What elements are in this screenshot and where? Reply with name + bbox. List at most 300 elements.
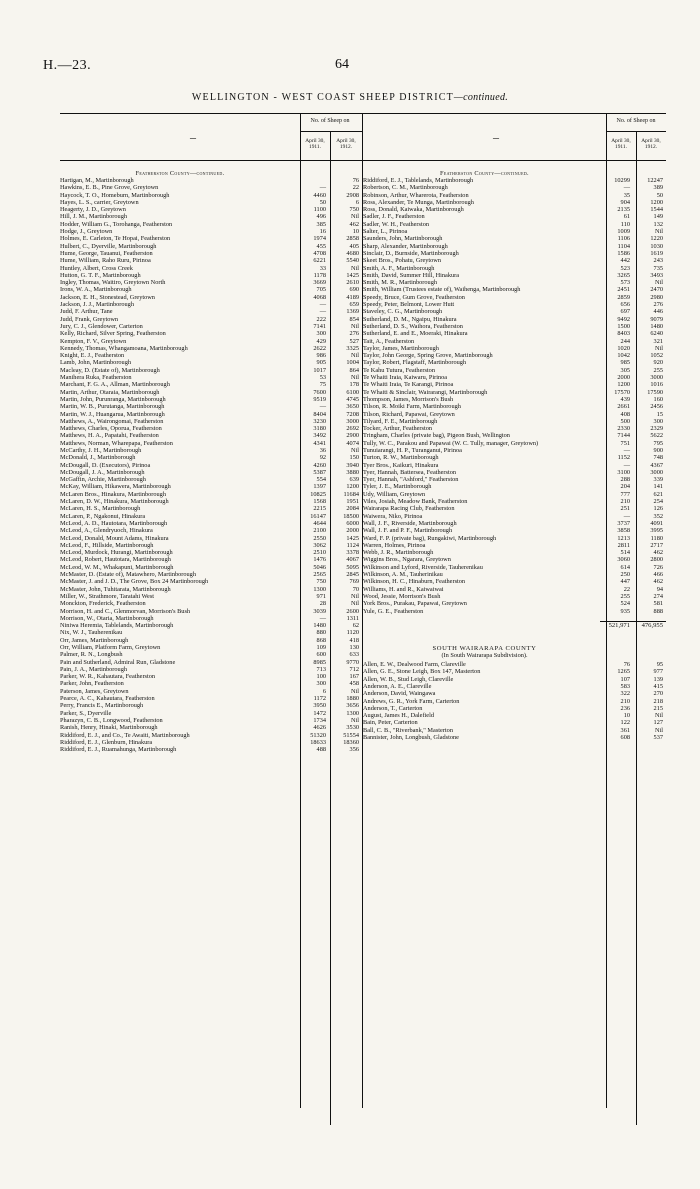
table-row — [363, 535, 666, 542]
table-row — [363, 454, 666, 461]
sheep-1912: 132 — [653, 220, 663, 228]
table-row — [60, 629, 362, 636]
owner-name: Sutherland, E. and E., Moeraki, Hinakura — [363, 330, 468, 338]
sheep-1911: 255 — [620, 592, 630, 600]
owner-name: Matthews, Charles, Oporua, Featherston — [60, 425, 162, 433]
table-row — [60, 608, 362, 615]
owner-name: Wood, Jessie, Morrison's Bush — [363, 592, 441, 600]
right-col2-header: April 30, 1912. — [641, 138, 661, 151]
sheep-1911: 614 — [620, 563, 630, 571]
sheep-1912: 4745 — [346, 395, 359, 403]
sheep-1911: 554 — [316, 476, 326, 484]
table-row — [363, 542, 666, 549]
table-row — [363, 661, 666, 668]
owner-name: McGaffin, Archie, Martinborough — [60, 476, 146, 484]
owner-name: Tyler, J. E., Martinborough — [363, 483, 432, 491]
table-row — [363, 243, 666, 250]
sheep-1912: 141 — [653, 483, 663, 491]
sheep-1911: 3230 — [313, 417, 326, 425]
sheep-1911: 905 — [316, 359, 326, 367]
table-row — [363, 690, 666, 697]
sheep-1911: 1974 — [313, 235, 326, 243]
sheep-1911: 986 — [316, 352, 326, 360]
table-row — [363, 676, 666, 683]
sheep-1912: 12247 — [647, 177, 663, 184]
owner-name: Riddiford, E. J., Glenburn, Hinakura — [60, 738, 153, 746]
sheep-1911: 2215 — [313, 505, 326, 513]
owner-name: Hayes, L. S., carrier, Greytown — [60, 198, 139, 206]
sheep-1911: 442 — [620, 257, 630, 265]
sheep-1911: 2565 — [313, 571, 326, 579]
page-number: 64 — [335, 57, 349, 72]
sheep-1911: 1200 — [617, 381, 630, 389]
sheep-1912: 854 — [349, 315, 359, 323]
table-row — [363, 668, 666, 675]
table-row — [363, 199, 666, 206]
sheep-1912: 1200 — [346, 483, 359, 491]
sheep-1912: 76 — [352, 177, 359, 184]
sheep-1911: 2811 — [617, 541, 630, 549]
sheep-1912: 300 — [653, 417, 663, 425]
owner-name: Anderson, A. E., Clareville — [363, 683, 432, 690]
table-row — [60, 746, 362, 753]
owner-name: Sadler, J. F., Featherston — [363, 213, 425, 221]
sheep-1911: 3039 — [313, 607, 326, 615]
sheep-1912: 466 — [653, 571, 663, 579]
table-row — [363, 556, 666, 563]
sheep-1911: 17570 — [614, 388, 630, 396]
owner-name: Smith, M. R., Martinborough — [363, 279, 437, 287]
sheep-1911: 1152 — [617, 454, 630, 462]
left-rows — [60, 177, 362, 753]
table-row — [60, 622, 362, 629]
sheep-1912: 633 — [349, 651, 359, 659]
page-title — [0, 92, 700, 103]
sheep-1912: 750 — [349, 206, 359, 214]
table-row — [60, 447, 362, 454]
sheep-1911: 288 — [620, 476, 630, 484]
owner-name: Monckton, Frederick, Featherston — [60, 600, 146, 608]
owner-name: Saunders, John, Martinborough — [363, 235, 443, 243]
table-row — [60, 535, 362, 542]
sheep-1911: 4460 — [313, 191, 326, 199]
sheep-1912: 1544 — [650, 206, 663, 214]
owner-name: Tyer, Hannah, "Ashford," Featherston — [363, 476, 459, 484]
right-sub-rule — [606, 131, 666, 132]
report-reference: H.—23. — [43, 58, 92, 73]
owner-name: Pain, J. A., Martinborough — [60, 665, 127, 673]
left-column — [60, 170, 362, 753]
table-row — [363, 719, 666, 726]
sheep-1911: — — [319, 614, 326, 622]
owner-name: Pearce, A. C., Kahautara, Featherston — [60, 695, 155, 703]
sheep-1911: 4341 — [313, 439, 326, 447]
owner-name: McCarthy, J. H., Martinborough — [60, 446, 142, 454]
sheep-1911: 904 — [620, 198, 630, 206]
table-row — [363, 345, 666, 352]
sheep-1912: 6000 — [346, 519, 359, 527]
table-row — [60, 527, 362, 534]
owner-name: McLeod, A., Glendryuoch, Hinakura — [60, 527, 153, 535]
table-row — [60, 330, 362, 337]
sheep-1912: 1425 — [346, 534, 359, 542]
sheep-1912: 4189 — [346, 293, 359, 301]
owner-name: Speedy, Bruce, Gum Grove, Featherston — [363, 293, 465, 301]
sheep-1912: 352 — [653, 512, 663, 520]
sheep-1911: 8403 — [617, 330, 630, 338]
owner-name: Williams, H. and R., Kaiwaiwai — [363, 585, 444, 593]
owner-name: Irons, W. A., Martinborough — [60, 286, 132, 294]
sheep-1911: 3100 — [617, 468, 630, 476]
total-1912: 476,955 — [633, 621, 666, 629]
owner-name: Hume, William, Raho Ruru, Pirinoa — [60, 257, 151, 265]
county-subtitle: (In South Wairarapa Subdivision). — [441, 652, 528, 660]
table-row — [363, 323, 666, 330]
sheep-1912: 1004 — [346, 359, 359, 367]
owner-name: Thompson, James, Morrison's Bush — [363, 395, 454, 403]
sheep-1911: — — [623, 512, 630, 520]
owner-name: Kempton, F. V., Greytown — [60, 337, 127, 345]
sheep-1912: 50 — [656, 191, 663, 199]
sheep-1912: 126 — [653, 505, 663, 513]
sheep-1911: 3858 — [617, 527, 630, 535]
sheep-1912: 70 — [352, 585, 359, 593]
sheep-1912: 5095 — [346, 563, 359, 571]
sheep-1912: 769 — [349, 578, 359, 586]
sheep-1912: 167 — [349, 673, 359, 681]
owner-name: Heagerty, J. D., Greytown — [60, 206, 126, 214]
table-row — [363, 712, 666, 719]
table-row — [363, 505, 666, 512]
owner-name: Hutton, G. T. F., Martinborough — [60, 271, 141, 279]
sheep-1911: 935 — [620, 607, 630, 615]
sheep-1911: 496 — [316, 213, 326, 221]
owner-name: McLaren Bros., Hinakura, Martinborough — [60, 490, 166, 498]
sheep-1912: 527 — [349, 337, 359, 345]
sheep-1912: 3995 — [650, 527, 663, 535]
sheep-1911: 7141 — [313, 322, 326, 330]
table-row — [363, 440, 666, 447]
table-row — [363, 734, 666, 741]
sheep-1911: 1300 — [313, 585, 326, 593]
sheep-1911: 2000 — [617, 374, 630, 382]
owner-name: McLaren, H. S., Martinborough — [60, 505, 141, 513]
sheep-1912: 1951 — [346, 498, 359, 506]
sheep-1911: 3669 — [313, 279, 326, 287]
sheep-1912: 4367 — [650, 461, 663, 469]
sheep-1912: 1180 — [650, 534, 663, 542]
owner-name: Tully, W. C., Parakou and Papawai (W. C. Tully, manager, Greytown) — [363, 439, 539, 447]
owner-name: McLeod, Murdock, Hurangi, Martinborough — [60, 549, 173, 557]
owner-name: Hume, George, Tauanui, Featherston — [60, 249, 153, 257]
owner-name: Perry, Francis E., Martinborough — [60, 702, 144, 710]
sheep-1911: 6 — [322, 687, 326, 695]
sheep-1911: 488 — [316, 746, 326, 754]
table-row — [363, 257, 666, 264]
table-row — [60, 659, 362, 666]
table-row — [60, 374, 362, 381]
sheep-1911: 1178 — [313, 271, 326, 279]
owner-name: Paterson, James, Greytown — [60, 687, 129, 695]
owner-name: Hulbert, C., Dyerville, Martinborough — [60, 242, 157, 250]
owner-name: Robinson, Arthur, Wharerota, Featherston — [363, 191, 469, 199]
sheep-1912: Nil — [350, 352, 359, 360]
table-row — [363, 265, 666, 272]
table-row — [60, 695, 362, 702]
table-row — [60, 578, 362, 585]
sheep-1912: 9079 — [650, 315, 663, 323]
sheep-1911: 1100 — [313, 206, 326, 214]
sheep-1911: 514 — [620, 549, 630, 557]
table-row — [363, 683, 666, 690]
owner-name: Wiggins Bros., Ngarara, Greytown — [363, 556, 451, 564]
owner-name: Hill, J. M., Martinborough — [60, 213, 127, 221]
sheep-1912: 2000 — [346, 527, 359, 535]
table-row — [60, 454, 362, 461]
table-row — [363, 491, 666, 498]
sheep-1911: 1265 — [617, 668, 630, 676]
owner-name: Riddiford, E. J., and Co., Te Awaiti, Martinborough — [60, 731, 190, 739]
sheep-1911: 75 — [319, 381, 326, 389]
table-row — [60, 542, 362, 549]
table-row — [363, 411, 666, 418]
sheep-1912: 3493 — [650, 271, 663, 279]
table-row — [363, 272, 666, 279]
owner-name: Martin, John, Purunranga, Martinborough — [60, 395, 166, 403]
sheep-1912: 339 — [653, 476, 663, 484]
sheep-1912: 218 — [653, 697, 663, 705]
table-row — [363, 698, 666, 705]
sheep-1912: 458 — [349, 680, 359, 688]
sheep-1912: 920 — [653, 359, 663, 367]
sheep-1911: 1397 — [313, 483, 326, 491]
sheep-1911: 6221 — [313, 257, 326, 265]
right-rows — [363, 177, 666, 615]
sheep-1912: 17590 — [647, 388, 663, 396]
owner-name: Macleay, D. (Estate of), Martinborough — [60, 366, 160, 374]
owner-name: Anderson, T., Carterton — [363, 704, 423, 712]
sheep-1911: 2100 — [313, 527, 326, 535]
total-1911: 521,971 — [600, 621, 633, 629]
sheep-1912: Nil — [654, 228, 663, 236]
sheep-1911: 322 — [620, 690, 630, 698]
sheep-1911: 1042 — [617, 352, 630, 360]
owner-name: Te Kahu Tutura, Featherston — [363, 366, 435, 374]
county-title: SOUTH WAIRARAPA COUNTY — [432, 645, 537, 653]
sheep-1911: 110 — [620, 220, 630, 228]
sheep-1911: 2330 — [617, 425, 630, 433]
sheep-1911: 251 — [620, 505, 630, 513]
table-header-rule — [60, 160, 666, 161]
owner-name: Staveley, C. G., Martinborough — [363, 308, 443, 316]
table-row — [60, 316, 362, 323]
sheep-1911: 250 — [620, 571, 630, 579]
sheep-1912: 621 — [653, 490, 663, 498]
sheep-1911: 122 — [620, 719, 630, 727]
sheep-1911: 53 — [319, 374, 326, 382]
owner-name: Matthews, H. A., Papatahi, Featherston — [60, 432, 159, 440]
sheep-1912: 3650 — [346, 403, 359, 411]
sheep-1911: 1476 — [313, 556, 326, 564]
sheep-1911: 583 — [620, 683, 630, 690]
sheep-1912: 254 — [653, 498, 663, 506]
table-row — [60, 739, 362, 746]
left-section-heading: Featherston County—continued. — [135, 170, 225, 177]
table-row — [60, 367, 362, 374]
owner-name: Sutherland, D. S., Waihora, Featherston — [363, 322, 463, 330]
table-row — [363, 600, 666, 607]
sheep-1912: 1200 — [650, 198, 663, 206]
owner-name: Ross, Donald, Kaiwaka, Martinborough — [363, 206, 464, 214]
owner-name: Sinclair, D., Burnside, Martinborough — [363, 249, 459, 257]
sheep-1912: Nil — [654, 726, 663, 734]
table-row — [363, 520, 666, 527]
sheep-1912: Nil — [654, 344, 663, 352]
owner-name: Morrison, H. and C., Glenmorvan, Morrison's Bush — [60, 607, 191, 615]
table-row — [60, 389, 362, 396]
sheep-1912: 3000 — [650, 374, 663, 382]
sheep-1911: 33 — [319, 264, 326, 272]
table-row — [60, 651, 362, 658]
sheep-1911: 1017 — [313, 366, 326, 374]
owner-name: Wairarapa Racing Club, Featherston — [363, 505, 455, 513]
sheep-1911: 4644 — [313, 519, 326, 527]
table-row — [60, 440, 362, 447]
sheep-1912: 1052 — [650, 352, 663, 360]
owner-name: Yule, G. E., Featherston — [363, 607, 424, 615]
sheep-1911: 2550 — [313, 534, 326, 542]
owner-name: McMaster, J. and J. D., The Grove, Box 24 Martinborough — [60, 578, 209, 586]
table-row — [363, 359, 666, 366]
table-row — [60, 556, 362, 563]
sheep-1911: 18633 — [310, 738, 326, 746]
sheep-1912: 418 — [349, 636, 359, 644]
table-row — [363, 418, 666, 425]
sheep-1912: 2470 — [650, 286, 663, 294]
sheep-1912: 274 — [653, 592, 663, 600]
sheep-1911: 385 — [316, 220, 326, 228]
sheep-1912: 139 — [653, 675, 663, 683]
table-row — [363, 564, 666, 571]
table-row — [60, 206, 362, 213]
owner-name: Andrews, G. R., York Farm, Carterton — [363, 697, 460, 705]
owner-name: Tait, A., Featherston — [363, 337, 415, 345]
owner-name: Parker, John, Featherston — [60, 680, 124, 688]
sheep-1911: 210 — [620, 697, 630, 705]
sheep-1911: 985 — [620, 359, 630, 367]
sheep-1911: 244 — [620, 337, 630, 345]
sheep-1911: 2510 — [313, 549, 326, 557]
table-row — [60, 228, 362, 235]
sheep-1911: 3737 — [617, 519, 630, 527]
table-row — [60, 586, 362, 593]
table-row — [363, 367, 666, 374]
sheep-1911: 16147 — [310, 512, 326, 520]
table-row — [60, 338, 362, 345]
table-row — [60, 411, 362, 418]
table-row — [60, 235, 362, 242]
owner-name: McLeod, F., Hillside, Martinborough — [60, 541, 154, 549]
sheep-1912: 1030 — [650, 242, 663, 250]
sheep-1912: 405 — [349, 242, 359, 250]
owner-name: Anderson, David, Waingawa — [363, 690, 436, 698]
table-row — [363, 206, 666, 213]
sheep-1912: 2329 — [650, 425, 663, 433]
owner-name: Jackson, J. J., Martinborough — [60, 301, 134, 309]
owner-name: Wilkinson, H. C., Hinaburn, Featherston — [363, 578, 466, 586]
owner-name: Tyer Bros., Kaikuri, Hinakura — [363, 461, 439, 469]
owner-name: Hawkins, E. B., Pine Grove, Greytown — [60, 184, 159, 192]
table-row — [60, 549, 362, 556]
owner-name: Ward, F. P. (private bag), Rungakiwi, Martinborough — [363, 534, 497, 542]
owner-name: Hodge, J., Greytown — [60, 228, 113, 236]
table-row — [60, 323, 362, 330]
sheep-1911: — — [623, 446, 630, 454]
sheep-1911: 10299 — [614, 177, 630, 184]
sheep-1912: 639 — [349, 476, 359, 484]
owner-name: McLaren, D. W., Hinakura, Martinborough — [60, 498, 169, 506]
sheep-1912: 1480 — [650, 322, 663, 330]
owner-name: McKay, William, Hikawera, Martinborough — [60, 483, 171, 491]
table-row — [363, 381, 666, 388]
table-row — [363, 608, 666, 615]
sheep-1912: 795 — [653, 439, 663, 447]
owner-name: Webb, J. R., Martinborough — [363, 549, 434, 557]
owner-name: Wall, J. F. and P. F., Martinborough — [363, 527, 453, 535]
table-row — [363, 374, 666, 381]
sheep-1911: 447 — [620, 578, 630, 586]
owner-name: Niniwa Heremia, Tablelands, Martinborough — [60, 622, 174, 630]
sheep-1911: 2451 — [617, 286, 630, 294]
owner-name: Ball, C. B., "Riverbank," Masterton — [363, 726, 453, 734]
owner-name: McLaren, P., Ngakonui, Hinakura — [60, 512, 146, 520]
table-row — [363, 425, 666, 432]
owner-name: August, James H., Dalefield — [363, 712, 434, 720]
table-row — [60, 301, 362, 308]
owner-name: Hartigan, M., Martinborough — [60, 177, 134, 184]
sheep-1912: 1619 — [650, 249, 663, 257]
sheep-1911: 5046 — [313, 563, 326, 571]
owner-name: Smith, A. F., Martinborough — [363, 264, 435, 272]
owner-name: Wilkinson, A. M., Tauherinikau — [363, 571, 443, 579]
sheep-1912: 18360 — [343, 738, 359, 746]
owner-name: Miller, W., Strathmore, Taratahi West — [60, 592, 155, 600]
sheep-1911: 4708 — [313, 249, 326, 257]
table-row — [60, 593, 362, 600]
sheep-1911: 439 — [620, 395, 630, 403]
sheep-1911: 236 — [620, 704, 630, 712]
table-row — [363, 593, 666, 600]
owner-name: Parker, W. R., Kahautara, Featherston — [60, 673, 156, 681]
table-row — [363, 727, 666, 734]
sheep-1912: 3656 — [346, 702, 359, 710]
sheep-1912: 62 — [352, 622, 359, 630]
sheep-1912: 51554 — [343, 731, 359, 739]
sheep-1912: 4074 — [346, 439, 359, 447]
table-row — [363, 462, 666, 469]
sheep-1911: 10825 — [310, 490, 326, 498]
owner-name: Wall, J. F., Riverside, Martinborough — [363, 519, 457, 527]
owner-name: Allen, W. B., Stud Leigh, Clareville — [363, 675, 454, 683]
sheep-1912: Nil — [654, 712, 663, 720]
table-row — [60, 476, 362, 483]
table-row — [60, 425, 362, 432]
table-row — [60, 243, 362, 250]
owner-name: Te Whaiti Iraia, Te Karangi, Pirinoa — [363, 381, 454, 389]
owner-name: Matthews, A., Wairongomai, Featherston — [60, 417, 164, 425]
sheep-1912: 276 — [653, 301, 663, 309]
sheep-1912: 1016 — [650, 381, 663, 389]
